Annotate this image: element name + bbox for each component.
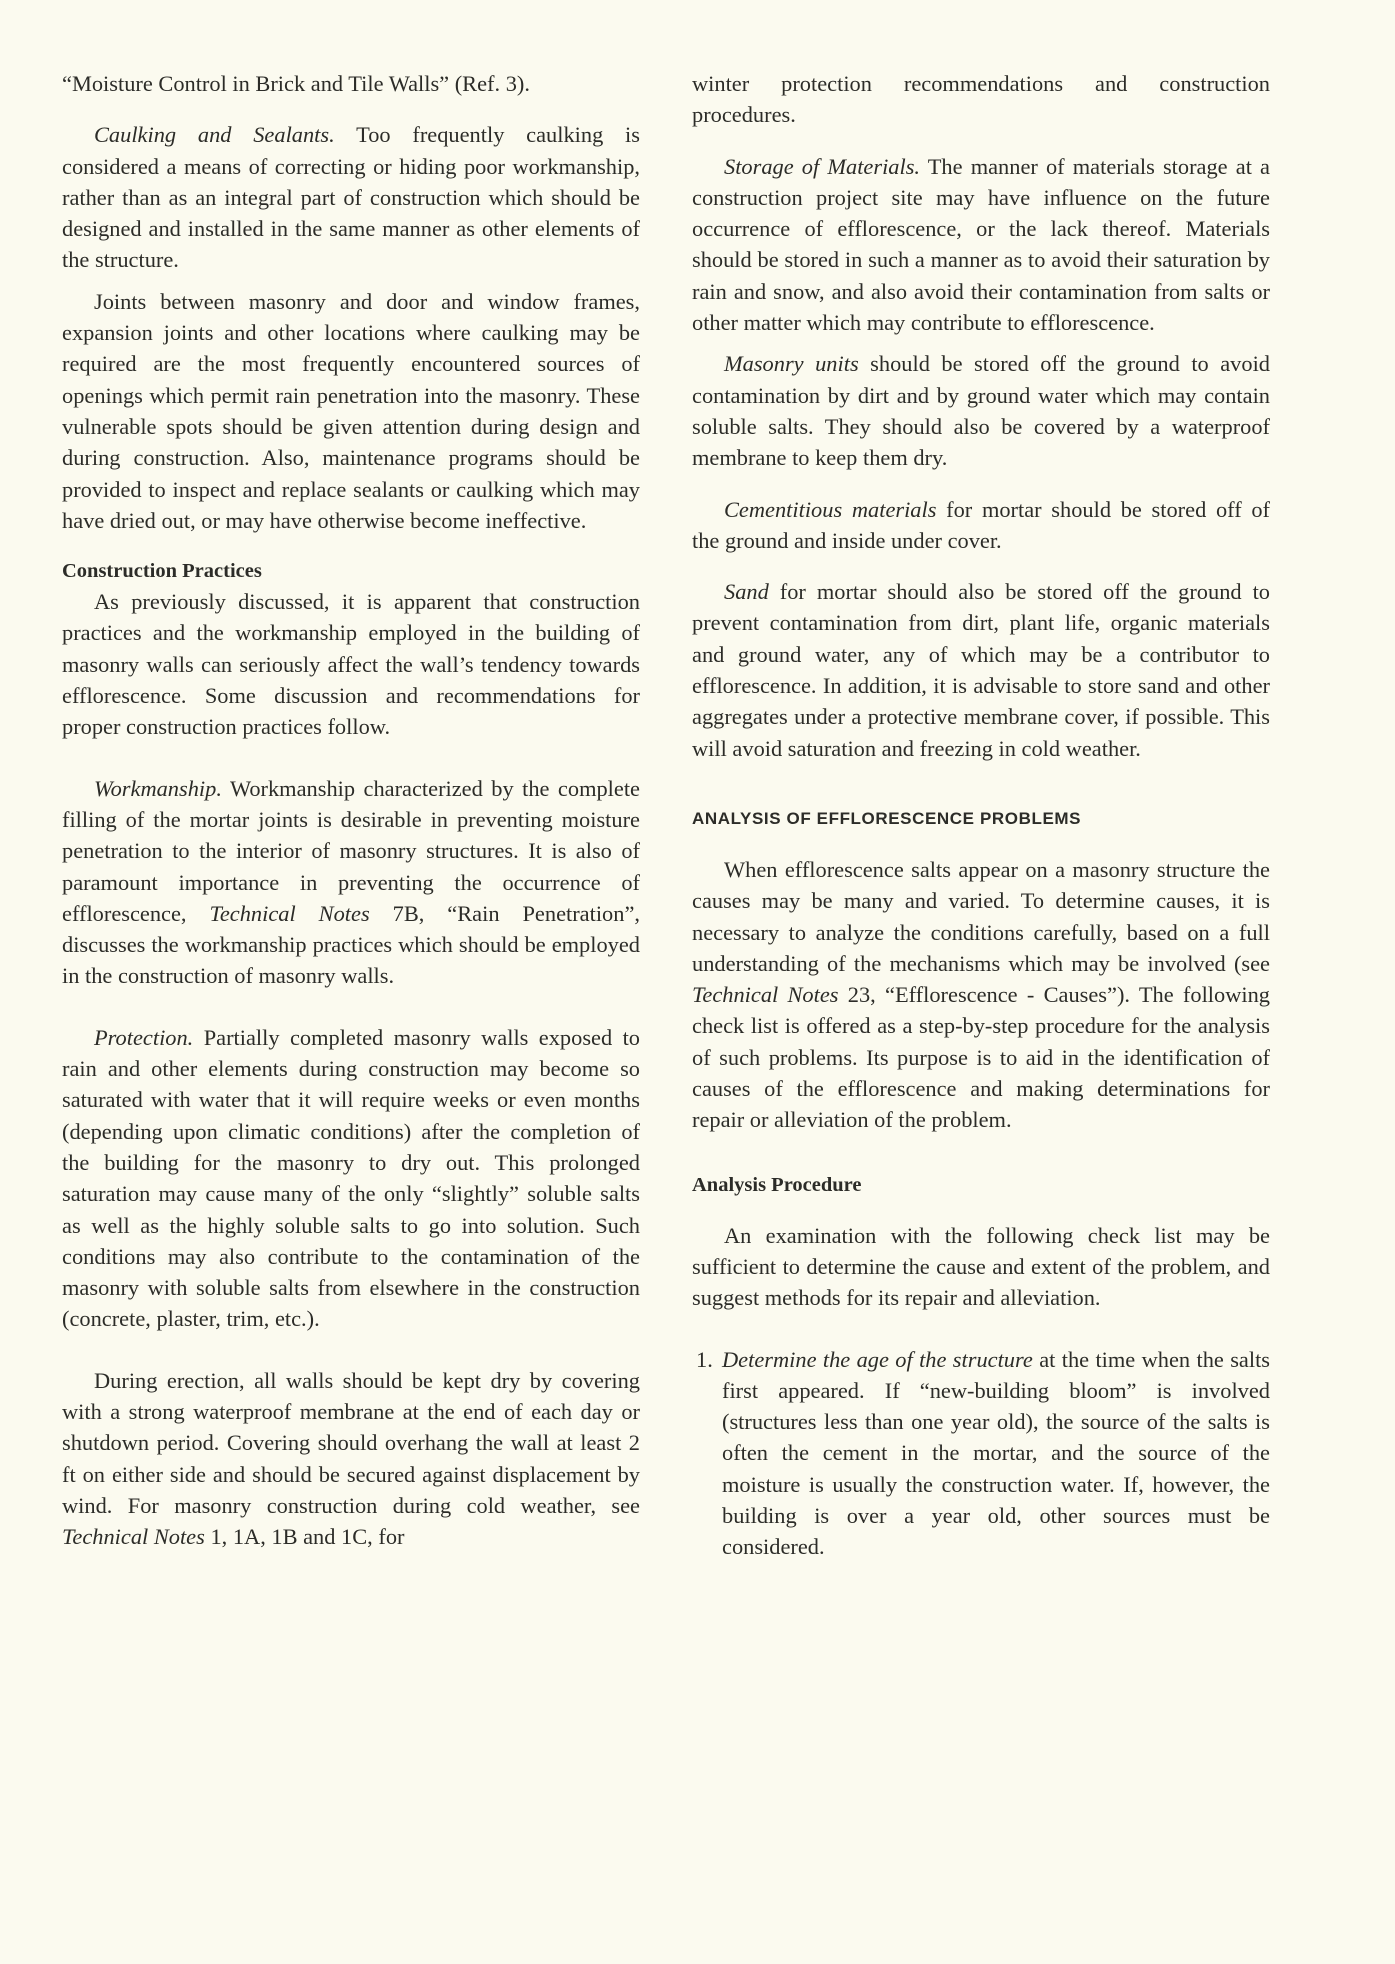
list-item-number: 1. (696, 1346, 713, 1372)
paragraph-continuation: winter protection recommendations and construction procedures. (692, 71, 1270, 128)
list-item-text: Determine the age of the structure at the time when the salts first appeared. If “new-building bloom” is involved (structures less than one year old), the source of the salts is often the cement in the mortar, and the source of the moisture is usually the construction water. If, however, the building is over a year old, other sources must be considered. (722, 1346, 1271, 1560)
paragraph-caulking (62, 119, 640, 275)
erection-ref: Technical Notes (62, 1524, 205, 1550)
right-column (692, 68, 1270, 1563)
cementitious-title: Cementitious materials (724, 496, 937, 522)
heading-analysis: ANALYSIS OF EFFLORESCENCE PROBLEMS (692, 808, 1082, 828)
left-column (62, 68, 640, 1552)
paragraph-sand: Sand for mortar should also be stored off the ground to prevent contamination from dirt, plant life, organic materials and ground water, any of which may be a contributor to efflorescence. In addition, it is advisable to store sand and other aggregates under a protective membrane cover, if possible. This will avoid saturation and freezing in cold weather. (692, 579, 1270, 761)
paragraph-analysis: When efflorescence salts appear on a masonry structure the causes may be many and varied. To determine causes, it is necessary to analyze the conditions carefully, based on a full understanding of the mechanisms which may be involved (see Technical Notes 23, “Efflorescence - Causes”). The following check list is offered as a step-by-step procedure for the analysis of such problems. Its purpose is to aid in the identification of causes of the efflorescence and making determinations for repair or alleviation of the problem. (692, 856, 1270, 1133)
workmanship-title: Workmanship. (94, 775, 222, 801)
paragraph-joints: Joints between masonry and door and window frames, expansion joints and other locations where caulking may be required are the most frequently encountered sources of openings which permit rain penetration into the masonry. These vulnerable spots should be given attention during design and during construction. Also, maintenance programs should be provided to inspect and replace sealants or caulking which may have dried out, or may have otherwise become ineffective. (62, 288, 640, 533)
caulking-title: Caulking and Sealants. (94, 122, 335, 148)
item1-title: Determine the age of the structure (722, 1346, 1033, 1372)
paragraph-cementitious: Cementitious materials for mortar should be stored off of the ground and inside under cover. (692, 496, 1270, 553)
caulking-text: Too frequently caulking is considered a means of correcting or hiding poor workmanship, rather than as an integral part of construction which should be designed and installed in the same manner as other elements of the structure. (62, 122, 640, 273)
paragraph-reference: “Moisture Control in Brick and Tile Walls” (Ref. 3). (62, 71, 530, 96)
sand-title: Sand (724, 579, 769, 605)
masonry-title: Masonry units (724, 351, 859, 377)
workmanship-ref: Technical Notes (209, 900, 370, 926)
paragraph-construction: As previously discussed, it is apparent that construction practices and the workmanship employed in the building of masonry walls can seriously affect the wall’s tendency towards efflorescence. Some discussion and recommendations for proper construction practices follow. (62, 589, 640, 740)
paragraph-workmanship: Workmanship. Workmanship characterized by the complete filling of the mortar joints is desirable in preventing moisture penetration to the interior of masonry structures. It is also of paramount importance in preventing the occurrence of efflorescence, Technical Notes 7B, “Rain Penetration”, discusses the workmanship practices which should be employed in the construction of masonry walls. (62, 775, 640, 989)
paragraph-masonry-units: Masonry units should be stored off the ground to avoid contamination by dirt and by ground water which may contain soluble salts. They should also be covered by a waterproof membrane to keep them dry. (692, 351, 1270, 471)
paragraph-procedure: An examination with the following check list may be sufficient to determine the cause and extent of the problem, and suggest methods for its repair and alleviation. (692, 1222, 1270, 1311)
heading-analysis-procedure: Analysis Procedure (692, 1173, 862, 1196)
analysis-ref: Technical Notes (692, 982, 839, 1008)
paragraph-erection: During erection, all walls should be kept dry by covering with a strong waterproof membrane at the end of each day or shutdown period. Covering should overhang the wall at least 2 ft on either side and should be secured against displacement by wind. For masonry construction during cold weather, see Technical Notes 1, 1A, 1B and 1C, for (62, 1367, 640, 1550)
heading-construction-practices: Construction Practices (62, 560, 262, 583)
protection-title: Protection. (94, 1024, 194, 1050)
storage-title: Storage of Materials. (724, 153, 921, 179)
paragraph-storage: Storage of Materials. The manner of materials storage at a construction project site may have influence on the future occurrence of efflorescence, or the lack thereof. Materials should be stored in such a manner as to avoid their saturation by rain and snow, and also avoid their contamination from salts or other matter which may contribute to efflorescence. (692, 153, 1270, 336)
list-item (692, 1344, 1270, 1563)
paragraph-protection: Protection. Partially completed masonry walls exposed to rain and other elements during construction may become so saturated with water that it will require weeks or even months (depending upon climatic conditions) after the completion of the building for the masonry to dry out. This prolonged saturation may cause many of the only “slightly” soluble salts as well as the highly soluble salts to go into solution. Such conditions may also contribute to the contamination of the masonry with soluble salts from elsewhere in the construction (concrete, plaster, trim, etc.). (62, 1024, 640, 1332)
